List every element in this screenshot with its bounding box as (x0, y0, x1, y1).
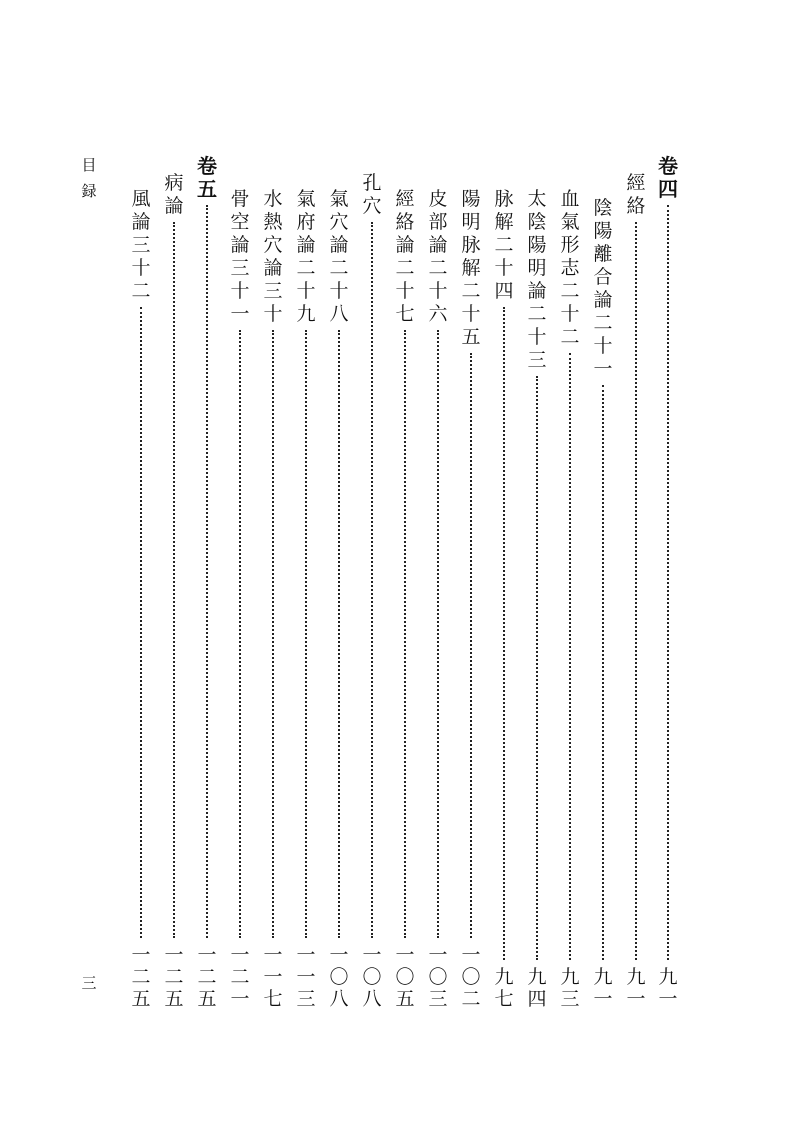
margin-char: 目 (81, 156, 97, 174)
toc-entry-title: 脉 解 二 十 四 (494, 188, 514, 302)
toc-entry-page: 一 二 一 (230, 944, 250, 1010)
margin-char: 三 (81, 974, 97, 992)
toc-dot-leader (272, 330, 274, 938)
toc-entry[interactable] (228, 188, 252, 1010)
toc-dot-leader (371, 222, 373, 938)
toc-entry-page: 九 一 (593, 966, 613, 1010)
toc-entry-page: 九 一 (626, 966, 646, 1010)
toc-dot-leader (470, 353, 472, 938)
toc-entry[interactable] (327, 188, 351, 1010)
toc-entry-page: 一 〇 八 (329, 944, 349, 1010)
toc-dot-leader (140, 307, 142, 938)
toc-entry-title: 陽 明 脉 解 二 十 五 (461, 188, 481, 348)
toc-entry[interactable] (591, 197, 615, 1010)
toc-dot-leader (239, 330, 241, 938)
toc-entry[interactable] (294, 188, 318, 1010)
toc-entry-page: 一 二 五 (131, 944, 151, 1010)
toc-entry[interactable] (525, 188, 549, 1010)
toc-entry-title: 卷 五 (197, 154, 217, 201)
toc-entry[interactable] (492, 188, 516, 1010)
toc-entry-title: 水 熱 穴 論 三 十 (263, 188, 283, 325)
toc-entry-title: 皮 部 論 二 十 六 (428, 188, 448, 325)
toc-entry-page: 九 一 (658, 966, 678, 1010)
toc-dot-leader (503, 307, 505, 960)
toc-entry-page: 九 三 (560, 966, 580, 1010)
toc-entry-page: 一 〇 二 (461, 944, 481, 1010)
toc-dot-leader (338, 330, 340, 938)
toc-entry[interactable] (360, 172, 384, 1010)
toc-entry-page: 九 七 (494, 966, 514, 1010)
toc-entry-title: 孔 穴 (362, 172, 382, 217)
toc-entry[interactable] (426, 188, 450, 1010)
margin-page-number (78, 970, 100, 996)
toc-entry[interactable] (459, 188, 483, 1010)
toc-entry[interactable] (656, 155, 680, 1010)
toc-dot-leader (206, 205, 208, 938)
toc-entry-title: 血 氣 形 志 二 十 二 (560, 188, 580, 348)
toc-entry-page: 一 二 五 (197, 944, 217, 1010)
toc-entry-title: 病 論 (164, 172, 184, 217)
toc-entry-page: 一 二 五 (164, 944, 184, 1010)
margin-header (78, 152, 100, 204)
margin-page-number-text (81, 970, 96, 996)
toc-entry[interactable] (624, 172, 648, 1010)
toc-dot-leader (173, 222, 175, 938)
toc-entry-title: 陰 陽 離 合 論 二 十 一 (593, 197, 613, 380)
toc-dot-leader (404, 330, 406, 938)
toc-entry-title: 卷 四 (658, 154, 678, 201)
toc-entry-title: 太 陰 陽 明 論 二 十 三 (527, 188, 547, 371)
toc-entry[interactable] (129, 188, 153, 1010)
toc-entry-title: 骨 空 論 三 十 一 (230, 188, 250, 325)
toc-entry-title: 氣 穴 論 二 十 八 (329, 188, 349, 325)
toc-entry-title: 風 論 三 十 二 (131, 188, 151, 302)
toc-dot-leader (569, 353, 571, 960)
toc-entry-title: 經 絡 論 二 十 七 (395, 188, 415, 325)
toc-entry[interactable] (558, 188, 582, 1010)
toc-entry-page: 一 一 七 (263, 944, 283, 1010)
toc-entry[interactable] (261, 188, 285, 1010)
toc-entry-title: 氣 府 論 二 十 九 (296, 188, 316, 325)
toc-entry-page: 一 〇 五 (395, 944, 415, 1010)
toc-dot-leader (635, 222, 637, 960)
toc-dot-leader (305, 330, 307, 938)
toc-entry[interactable] (393, 188, 417, 1010)
toc-entry-page: 九 四 (527, 966, 547, 1010)
toc-dot-leader (602, 385, 604, 960)
toc-dot-leader (667, 205, 669, 960)
toc-entry[interactable] (162, 172, 186, 1010)
toc-entry-page: 一 一 三 (296, 944, 316, 1010)
toc-entry-title: 經 絡 (626, 172, 646, 217)
toc-entry-page: 一 〇 三 (428, 944, 448, 1010)
toc-dot-leader (536, 376, 538, 960)
toc-entry-page: 一 〇 八 (362, 944, 382, 1010)
margin-header-text (81, 152, 96, 204)
toc-entry[interactable] (195, 155, 219, 1010)
margin-char: 録 (81, 182, 97, 200)
toc-dot-leader (437, 330, 439, 938)
